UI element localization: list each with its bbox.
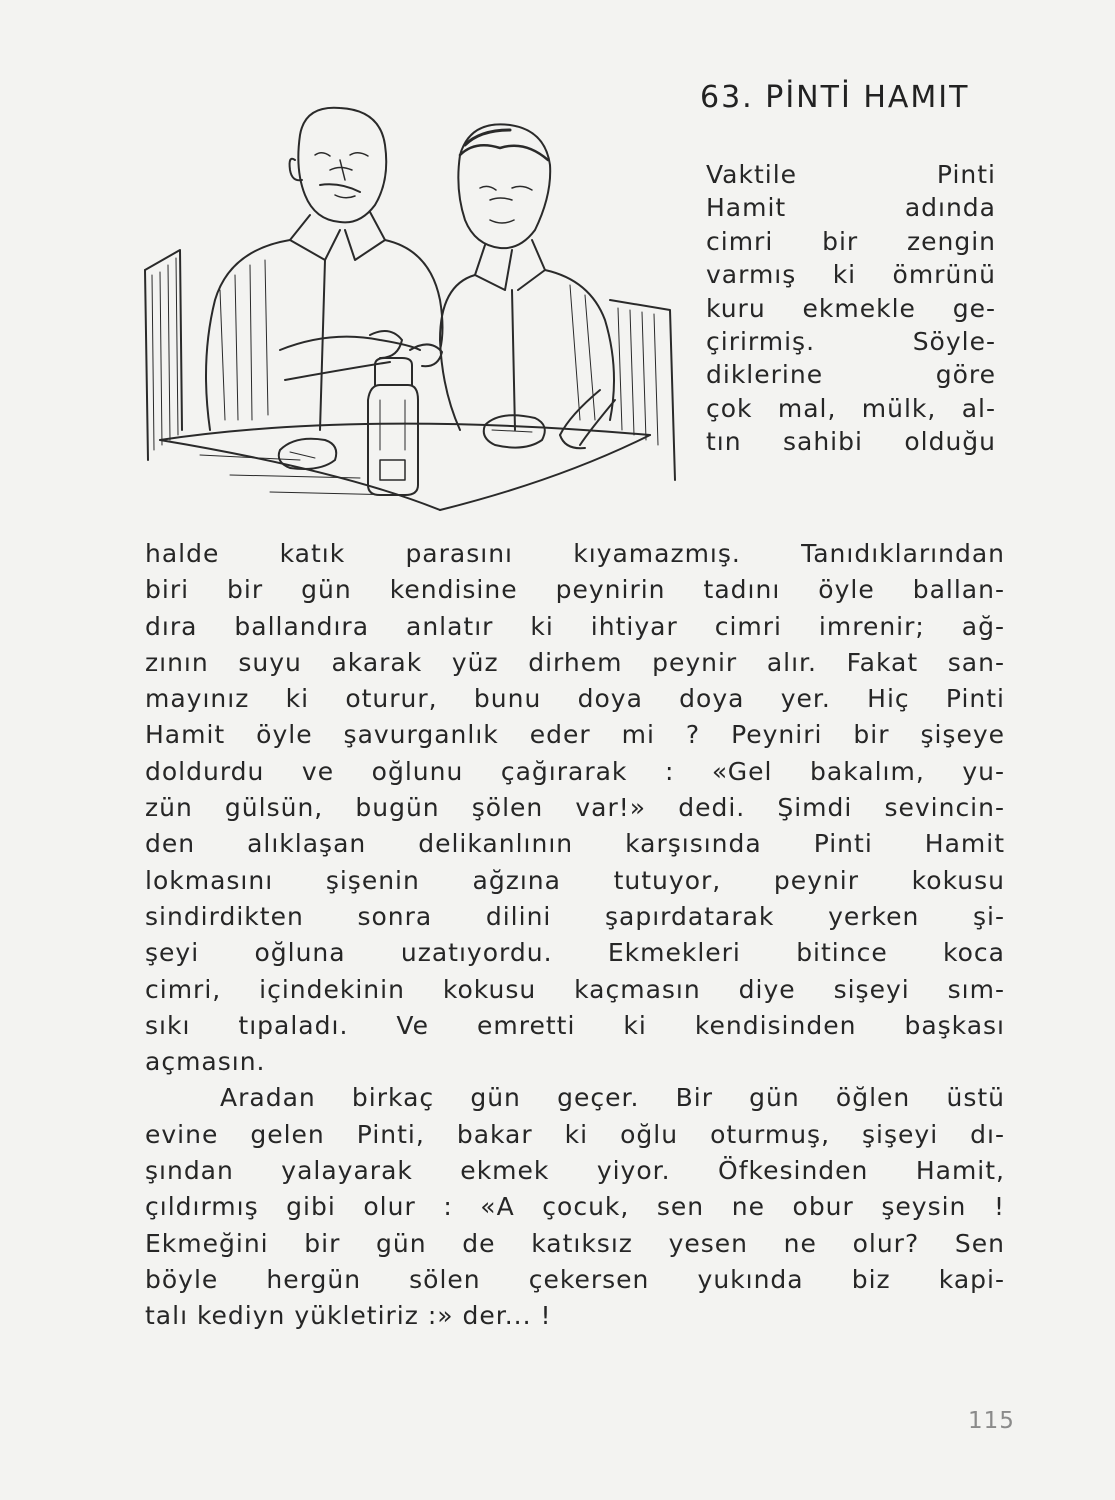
text-line: cimri, içindekinin kokusu kaçmasın diye sişeyi sım- — [145, 974, 1005, 1004]
wide-text-block — [145, 536, 1005, 1335]
text-line: halde katık parasını kıyamazmış. Tanıdıklarından — [145, 539, 1005, 568]
text-line: tın sahibi olduğu — [706, 427, 996, 457]
text-line: Ekmeğini bir gün de katıksız yesen ne olur? Sen — [145, 1228, 1005, 1258]
text-line: çirirmiş. Söyle- — [706, 326, 996, 356]
son-figure — [440, 124, 615, 448]
text-line: kuru ekmekle ge- — [706, 293, 996, 323]
narrow-text-block — [706, 158, 996, 459]
text-line: Vaktile Pinti — [706, 160, 996, 189]
text-line: evine gelen Pinti, bakar ki oğlu oturmuş, şişeyi dı- — [145, 1119, 1005, 1149]
page-number: 115 — [968, 1408, 1015, 1434]
text-line: zının suyu akarak yüz dirhem peynir alır. Fakat san- — [145, 647, 1005, 677]
text-line: mayınız ki oturur, bunu doya doya yer. Hiç Pinti — [145, 684, 1005, 714]
text-line: çıldırmış gibi olur : «A çocuk, sen ne obur şeysin ! — [145, 1192, 1005, 1222]
text-line: talı kediyn yükletiriz :» der... ! — [145, 1301, 552, 1331]
text-line: sıkı tıpaladı. Ve emretti ki kendisinden başkası — [145, 1010, 1005, 1040]
text-line: Hamit öyle şavurganlık eder mi ? Peyniri bir şişeye — [145, 720, 1005, 750]
text-line: sindirdikten sonra dilini şapırdatarak yerken şi- — [145, 901, 1005, 931]
text-line: çok mal, mülk, al- — [706, 393, 996, 423]
text-line: doldurdu ve oğlunu çağırarak : «Gel bakalım, yu- — [145, 756, 1005, 786]
text-line: şından yalayarak ekmek yiyor. Öfkesinden Hamit, — [145, 1156, 1005, 1186]
bottle — [368, 358, 418, 495]
father-figure — [206, 108, 443, 430]
text-line: böyle hergün sölen çekersen yukında biz kapi- — [145, 1264, 1005, 1294]
text-line: açmasın. — [145, 1047, 266, 1077]
text-line: varmış ki ömrünü — [706, 260, 996, 290]
text-line: şeyi oğluna uzatıyordu. Ekmekleri bitince koca — [145, 938, 1005, 968]
text-line: biri bir gün kendisine peynirin tadını öyle ballan- — [145, 575, 1005, 605]
text-line: zün gülsün, bugün şölen var!» dedi. Şimdi sevincin- — [145, 793, 1005, 823]
text-line: den alıklaşan delikanlının karşısında Pinti Hamit — [145, 829, 1005, 859]
text-line: lokmasını şişenin ağzına tutuyor, peynir kokusu — [145, 865, 1005, 895]
text-line: diklerine göre — [706, 360, 996, 390]
text-line: cimri bir zengin — [706, 226, 996, 256]
chapter-title: 63. PİNTİ HAMIT — [700, 80, 970, 115]
illustration-father-son-table — [140, 100, 685, 520]
right-chair — [610, 300, 675, 480]
text-line: Hamit adında — [706, 193, 996, 223]
left-chair — [145, 250, 182, 460]
text-line: dıra ballandıra anlatır ki ihtiyar cimri imrenir; ağ- — [145, 611, 1005, 641]
text-line: Aradan birkaç gün geçer. Bir gün öğlen üstü — [220, 1083, 1005, 1113]
